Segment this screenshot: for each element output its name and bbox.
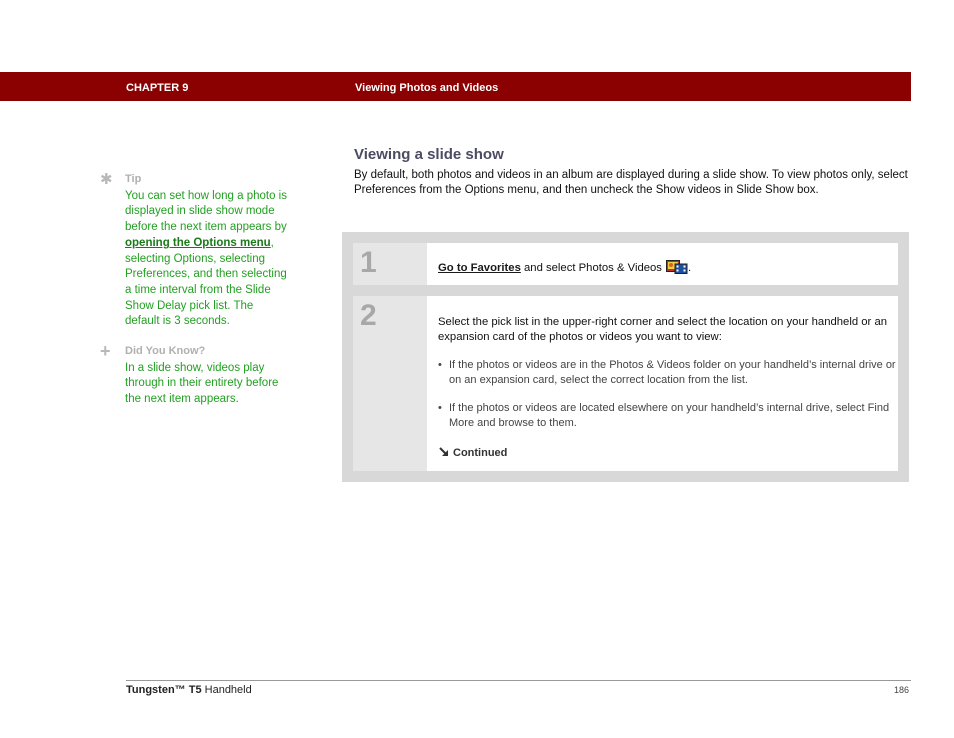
step-number: 2 — [360, 299, 377, 332]
tip-heading: Tip — [125, 173, 142, 185]
tip-block — [100, 172, 290, 330]
step-2-text: Select the pick list in the upper-right corner and select the location on your handheld or an expansion card of the photos or videos you want to view: — [438, 316, 888, 343]
page-number: 186 — [894, 685, 910, 695]
footer-product: Tungsten™ T5 Handheld — [126, 684, 252, 696]
step-1 — [353, 243, 898, 285]
bullet-dot-icon: • — [438, 402, 442, 414]
footer-divider — [126, 680, 911, 681]
sidebar — [100, 172, 290, 408]
options-menu-link[interactable]: opening the Options menu — [125, 236, 271, 249]
photos-videos-app-icon — [666, 260, 688, 274]
steps-panel — [342, 232, 909, 482]
step-1-text: Go to Favorites and select Photos & Videos . — [438, 262, 692, 274]
arrow-down-right-icon — [438, 446, 450, 458]
did-you-know-text: In a slide show, videos play through in their entirety before the next item appears. — [125, 361, 279, 406]
step-2 — [353, 296, 898, 471]
tip-text-before: You can set how long a photo is displayed in slide show mode before the next item appears by — [125, 189, 287, 234]
step-number: 1 — [360, 246, 377, 279]
asterisk-icon: ✱ — [100, 171, 113, 188]
section-title: Viewing a slide show — [354, 146, 504, 163]
list-item: • If the photos or videos are in the Photos & Videos folder on your handheld’s internal drive or on an expansion card, select the correct location from the list. — [438, 359, 896, 386]
bullet-dot-icon: • — [438, 359, 442, 371]
chapter-title: Viewing Photos and Videos — [355, 82, 499, 94]
go-to-favorites-link[interactable]: Go to Favorites — [438, 262, 521, 274]
tip-text — [125, 189, 290, 330]
list-item: • If the photos or videos are located elsewhere on your handheld’s internal drive, select Find More and browse to them. — [438, 402, 890, 429]
intro-paragraph: By default, both photos and videos in an album are displayed during a slide show. To view photos only, select Preferences from the Options menu, and then uncheck the Show videos in Slide Show box. — [354, 169, 908, 197]
continued-label: Continued — [438, 446, 507, 459]
tip-text-after: , selecting Options, selecting Preferences, and then selecting a time interval from the Slide Show Delay pick list. The default is 3 seconds. — [125, 236, 287, 328]
did-you-know-heading: Did You Know? — [125, 345, 206, 358]
plus-icon: + — [100, 341, 111, 362]
chapter-label: CHAPTER 9 — [126, 82, 189, 94]
did-you-know-block — [100, 341, 290, 408]
